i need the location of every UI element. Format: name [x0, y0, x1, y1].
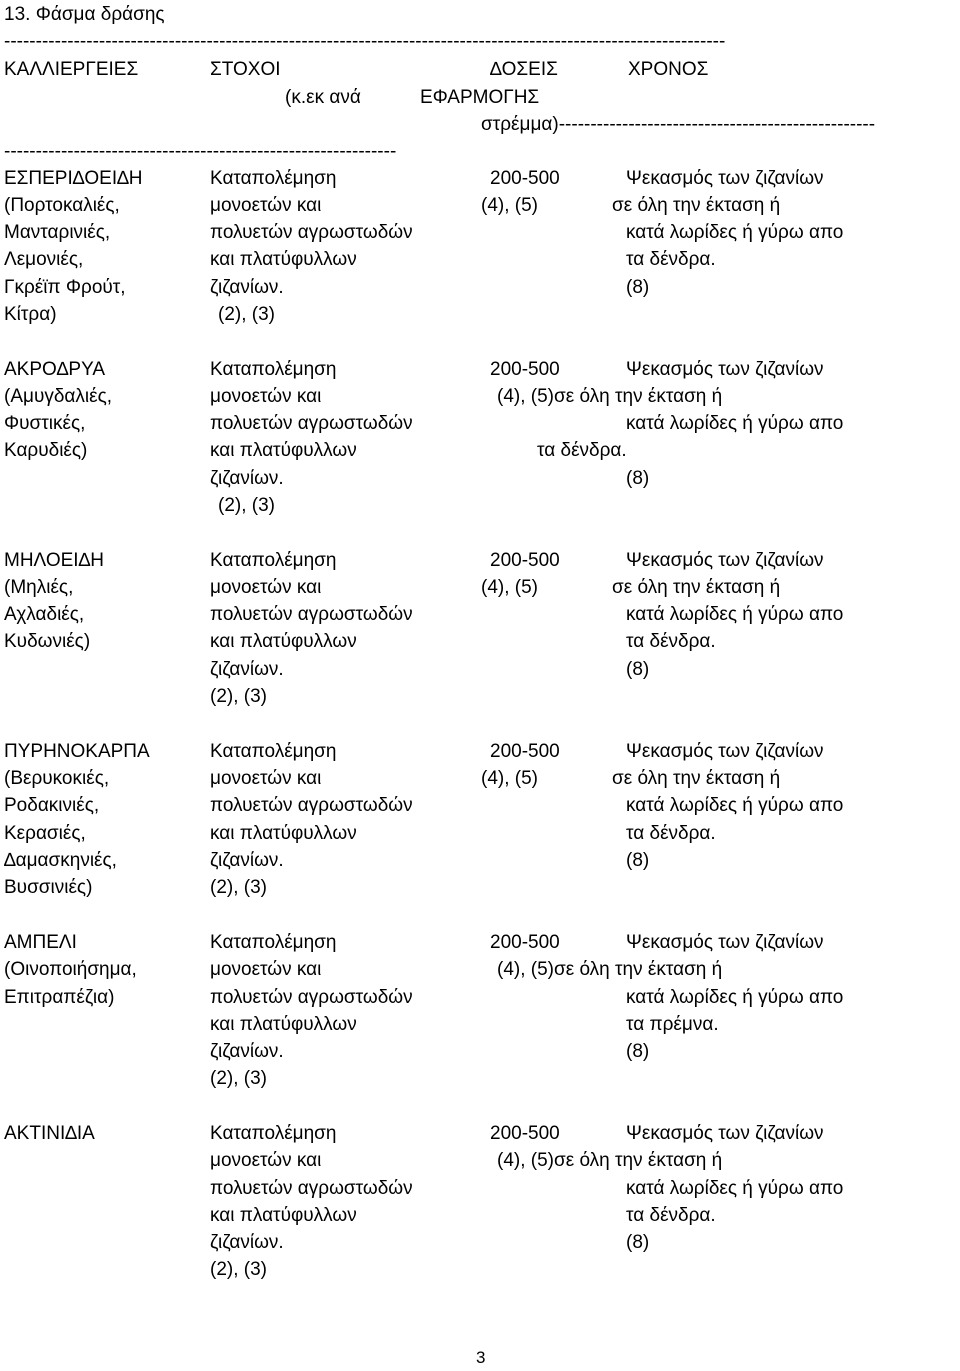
- target-text: και πλατύφυλλων: [210, 823, 357, 844]
- crop-name: ΜΗΛΟΕΙ∆Η: [4, 550, 104, 571]
- timing-note: (8): [626, 1041, 650, 1062]
- crop-detail: (Οινοποιήσημα,: [4, 959, 137, 980]
- crop-detail: Φυστικές,: [4, 413, 86, 434]
- crop-detail: Βυσσινιές): [4, 877, 93, 898]
- crop-detail: Γκρέϊπ Φρούτ,: [4, 277, 126, 298]
- timing-text: κατά λωρίδες ή γύρω απο: [626, 987, 844, 1008]
- dose-note: (4), (5): [481, 768, 538, 789]
- target-text: πολυετών αγρωστωδών: [210, 604, 413, 625]
- target-note: (2), (3): [210, 1259, 267, 1280]
- target-text: μονοετών και: [210, 959, 322, 980]
- crop-name: ΑΚΤΙΝΙ∆ΙΑ: [4, 1123, 95, 1144]
- timing-note: (8): [626, 659, 650, 680]
- timing-text: τα δένδρα.: [626, 631, 716, 652]
- target-text: πολυετών αγρωστωδών: [210, 987, 413, 1008]
- crop-detail: Κερασιές,: [4, 823, 86, 844]
- target-text: Καταπολέμηση: [210, 1123, 337, 1144]
- target-note: (2), (3): [210, 686, 267, 707]
- timing-text: τα δένδρα.: [537, 440, 627, 461]
- crop-detail: Μανταρινιές,: [4, 222, 111, 243]
- timing-text: σε όλη την έκταση ή: [612, 577, 781, 598]
- crop-detail: Κυδωνιές): [4, 631, 91, 652]
- crop-detail: Αχλαδιές,: [4, 604, 85, 625]
- crop-detail: Ροδακινιές,: [4, 795, 100, 816]
- timing-text: σε όλη την έκταση ή: [612, 768, 781, 789]
- timing-text: κατά λωρίδες ή γύρω απο: [626, 604, 844, 625]
- timing-text: τα δένδρα.: [626, 823, 716, 844]
- target-text: ζιζανίων.: [210, 468, 284, 489]
- crop-name: ΕΣΠΕΡΙ∆ΟΕΙ∆Η: [4, 168, 143, 189]
- crop-detail: (Πορτοκαλιές,: [4, 195, 120, 216]
- dose-text: 200-500: [490, 1123, 560, 1144]
- timing-text: κατά λωρίδες ή γύρω απο: [626, 222, 844, 243]
- target-text: και πλατύφυλλων: [210, 249, 357, 270]
- crop-name: ΠΥΡΗΝΟΚΑΡΠΑ: [4, 741, 150, 762]
- timing-text: τα πρέμνα.: [626, 1014, 719, 1035]
- crop-detail: Καρυδιές): [4, 440, 88, 461]
- crop-name: ΑΜΠΕΛΙ: [4, 932, 77, 953]
- crop-detail: (Αμυγδαλιές,: [4, 386, 113, 407]
- dose-text: 200-500: [490, 168, 560, 189]
- separator-header: --------------------------------------------------------------: [4, 141, 397, 162]
- timing-text: Ψεκασμός των ζιζανίων: [626, 932, 824, 953]
- crop-name: ΑΚΡΟ∆ΡΥΑ: [4, 359, 106, 380]
- target-text: Καταπολέμηση: [210, 168, 337, 189]
- target-text: μονοετών και: [210, 195, 322, 216]
- dose-note: (4), (5)σε όλη την έκταση ή: [497, 386, 723, 407]
- target-text: μονοετών και: [210, 1150, 322, 1171]
- target-note: (2), (3): [210, 877, 267, 898]
- timing-note: (8): [626, 277, 650, 298]
- timing-text: τα δένδρα.: [626, 249, 716, 270]
- dose-note: (4), (5)σε όλη την έκταση ή: [497, 1150, 723, 1171]
- target-text: Καταπολέμηση: [210, 932, 337, 953]
- target-text: Καταπολέμηση: [210, 359, 337, 380]
- dose-text: 200-500: [490, 550, 560, 571]
- crop-detail: Λεμονιές,: [4, 249, 84, 270]
- target-text: Καταπολέμηση: [210, 550, 337, 571]
- header-timing: ΧΡΟΝΟΣ: [628, 59, 709, 80]
- header-doses-unit: (κ.εκ ανά: [285, 87, 361, 108]
- target-text: μονοετών και: [210, 386, 322, 407]
- target-note: (2), (3): [210, 1068, 267, 1089]
- timing-text: Ψεκασμός των ζιζανίων: [626, 741, 824, 762]
- timing-note: (8): [626, 1232, 650, 1253]
- crop-detail: Κίτρα): [4, 304, 57, 325]
- crop-detail: (Μηλιές,: [4, 577, 74, 598]
- target-text: ζιζανίων.: [210, 1232, 284, 1253]
- timing-text: Ψεκασμός των ζιζανίων: [626, 1123, 824, 1144]
- timing-text: Ψεκασμός των ζιζανίων: [626, 359, 824, 380]
- dose-note: (4), (5): [481, 577, 538, 598]
- target-text: και πλατύφυλλων: [210, 1205, 357, 1226]
- separator-top: ------------------------------------------------------------------------------------------------------------------: [4, 31, 726, 52]
- target-text: και πλατύφυλλων: [210, 1014, 357, 1035]
- timing-text: κατά λωρίδες ή γύρω απο: [626, 413, 844, 434]
- header-timing-line2: ΕΦΑΡΜΟΓΗΣ: [420, 87, 540, 108]
- timing-text: σε όλη την έκταση ή: [612, 195, 781, 216]
- dose-note: (4), (5): [481, 195, 538, 216]
- timing-text: τα δένδρα.: [626, 1205, 716, 1226]
- timing-text: Ψεκασμός των ζιζανίων: [626, 550, 824, 571]
- timing-note: (8): [626, 850, 650, 871]
- target-note: (2), (3): [218, 304, 275, 325]
- target-text: πολυετών αγρωστωδών: [210, 222, 413, 243]
- timing-text: κατά λωρίδες ή γύρω απο: [626, 795, 844, 816]
- target-text: Καταπολέμηση: [210, 741, 337, 762]
- target-text: πολυετών αγρωστωδών: [210, 795, 413, 816]
- timing-text: Ψεκασμός των ζιζανίων: [626, 168, 824, 189]
- page-number: 3: [476, 1348, 486, 1367]
- dose-text: 200-500: [490, 932, 560, 953]
- target-text: μονοετών και: [210, 768, 322, 789]
- target-text: ζιζανίων.: [210, 277, 284, 298]
- target-text: πολυετών αγρωστωδών: [210, 413, 413, 434]
- target-text: πολυετών αγρωστωδών: [210, 1178, 413, 1199]
- header-crops: ΚΑΛΛΙΕΡΓΕΙΕΣ: [4, 59, 139, 80]
- target-note: (2), (3): [218, 495, 275, 516]
- crop-detail: (Βερυκοκιές,: [4, 768, 110, 789]
- crop-detail: Επιτραπέζια): [4, 987, 115, 1008]
- header-doses-unit-line3: στρέμμα)--------------------------------------------------: [481, 114, 876, 135]
- target-text: και πλατύφυλλων: [210, 440, 357, 461]
- target-text: ζιζανίων.: [210, 1041, 284, 1062]
- target-text: ζιζανίων.: [210, 850, 284, 871]
- target-text: μονοετών και: [210, 577, 322, 598]
- dose-text: 200-500: [490, 359, 560, 380]
- target-text: και πλατύφυλλων: [210, 631, 357, 652]
- target-text: ζιζανίων.: [210, 659, 284, 680]
- section-title: 13. Φάσμα δράσης: [4, 4, 165, 25]
- dose-text: 200-500: [490, 741, 560, 762]
- dose-note: (4), (5)σε όλη την έκταση ή: [497, 959, 723, 980]
- header-doses: ∆ΟΣΕΙΣ: [490, 59, 558, 80]
- timing-text: κατά λωρίδες ή γύρω απο: [626, 1178, 844, 1199]
- timing-note: (8): [626, 468, 650, 489]
- crop-detail: ∆αμασκηνιές,: [4, 850, 117, 871]
- header-targets: ΣΤΟΧΟΙ: [210, 59, 281, 80]
